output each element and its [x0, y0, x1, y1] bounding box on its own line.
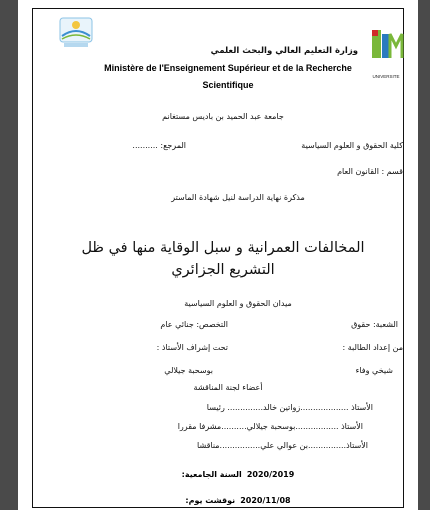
thesis-title-line1: المخالفات العمرانية و سبل الوقاية منها في ظل: [81, 240, 365, 256]
academic-year-value: 2020/2019: [246, 470, 295, 479]
committee-member-president: الأستاذ ...................زواتين خالد.............. رئيسا: [206, 403, 373, 412]
committee-member-supervisor: الأستاذ .................بوسحبة جيلالي..........مشرفا مقررا: [177, 422, 363, 431]
faculty-name: كلية الحقوق و العلوم السياسية: [301, 141, 403, 150]
reference-field: المرجع: ..........: [132, 141, 186, 150]
university-emblem-icon: [56, 12, 96, 52]
supervised-by-label: تحت إشراف الأستاذ :: [156, 343, 228, 352]
department-name: قسم : القانون العام: [337, 167, 403, 176]
logo-caption: UNIVERSITE: [372, 74, 400, 79]
defense-date-row: [163, 488, 313, 507]
thesis-title-line2: التشريع الجزائري: [171, 262, 275, 278]
defense-date-value: 2020/11/08: [240, 496, 291, 505]
ministry-arabic: وزارة التعليم العالي والبحث العلمي: [210, 46, 358, 56]
field-label: ميدان الحقوق و العلوم السياسية: [184, 299, 292, 308]
ministry-french-line2: Scientifique: [202, 80, 254, 90]
committee-title: أعضاء لجنة المناقشة: [193, 383, 263, 392]
university-name: جامعة عبد الحميد بن باديس مستغانم: [162, 112, 284, 121]
committee-member-examiner: الأستاذ...............بن عوالي علي................مناقشا: [197, 441, 368, 450]
academic-year-row: [168, 462, 308, 481]
specialty-label: التخصص: جنائي عام: [160, 320, 228, 329]
supervisor-name: بوسحبة جيلالي: [164, 366, 213, 375]
branch-label: الشعبة: حقوق: [351, 320, 398, 329]
student-name: شيخي وفاء: [355, 366, 393, 375]
academic-year-label: السنة الجامعية:: [181, 470, 242, 479]
prepared-by-label: من إعداد الطالبة :: [342, 343, 403, 352]
memo-label: مذكرة نهاية الدراسة لنيل شهادة الماستر: [171, 193, 305, 202]
defense-date-label: نوقشت يوم:: [185, 496, 236, 505]
document-page: [18, 0, 418, 510]
ministry-french-line1: Ministère de l'Enseignement Supérieur et de la Recherche: [104, 63, 352, 73]
